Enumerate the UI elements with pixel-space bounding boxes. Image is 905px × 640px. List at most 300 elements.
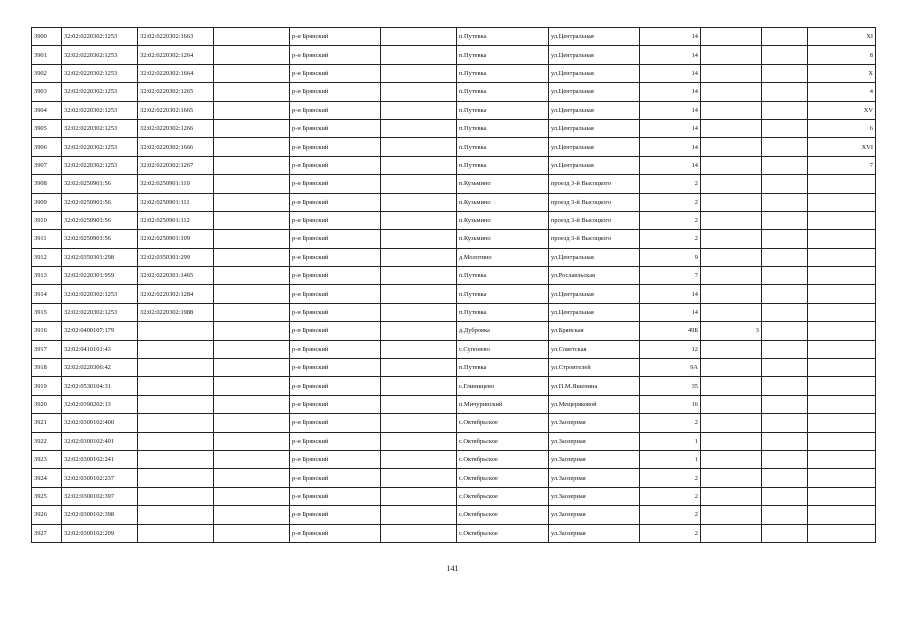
cadastral-number-cell: 32:02:0220302:1253 (62, 303, 138, 321)
empty-col-c-cell (762, 524, 808, 542)
settlement-cell: п.Путевка (457, 64, 549, 82)
building-number-cell (701, 230, 762, 248)
building-number-cell (701, 46, 762, 64)
house-number-cell: 2 (640, 230, 701, 248)
apartment-cell (808, 359, 876, 377)
row-number-cell: 3908 (32, 175, 62, 193)
house-number-cell: 2 (640, 469, 701, 487)
district-cell: р-н Брянский (290, 101, 381, 119)
street-cell: ул.Центральная (549, 46, 640, 64)
building-number-cell (701, 175, 762, 193)
empty-col-b-cell (381, 340, 457, 358)
street-cell: ул.Строителей (549, 359, 640, 377)
settlement-cell: с.Октябрьское (457, 524, 549, 542)
house-number-cell: 9 (640, 248, 701, 266)
empty-col-b-cell (381, 230, 457, 248)
apartment-cell: XVI (808, 138, 876, 156)
district-cell: р-н Брянский (290, 432, 381, 450)
sub-cadastral-number-cell: 32:02:0350301:299 (138, 248, 214, 266)
empty-col-b-cell (381, 101, 457, 119)
row-number-cell: 3919 (32, 377, 62, 395)
row-number-cell: 3922 (32, 432, 62, 450)
house-number-cell: 14 (640, 101, 701, 119)
table-row (32, 340, 876, 358)
empty-col-a-cell (214, 211, 290, 229)
table-row (32, 119, 876, 137)
row-number-cell: 3925 (32, 487, 62, 505)
empty-col-c-cell (762, 64, 808, 82)
table-row (32, 138, 876, 156)
building-number-cell: 3 (701, 322, 762, 340)
cadastral-number-cell: 32:02:0220302:1253 (62, 138, 138, 156)
settlement-cell: п.Кузьмино (457, 230, 549, 248)
table-row (32, 506, 876, 524)
cadastral-number-cell: 32:02:0250901:56 (62, 230, 138, 248)
street-cell: проезд 3-й Высоцкого (549, 230, 640, 248)
street-cell: ул.Центральная (549, 156, 640, 174)
house-number-cell: 14 (640, 156, 701, 174)
empty-col-a-cell (214, 175, 290, 193)
cadastral-number-cell: 32:02:0300102:398 (62, 506, 138, 524)
house-number-cell: 2 (640, 175, 701, 193)
apartment-cell (808, 506, 876, 524)
building-number-cell (701, 211, 762, 229)
settlement-cell: с.Супонево (457, 340, 549, 358)
building-number-cell (701, 248, 762, 266)
apartment-cell (808, 230, 876, 248)
building-number-cell (701, 524, 762, 542)
building-number-cell (701, 101, 762, 119)
empty-col-a-cell (214, 487, 290, 505)
sub-cadastral-number-cell (138, 524, 214, 542)
street-cell: проезд 3-й Высоцкого (549, 175, 640, 193)
empty-col-b-cell (381, 211, 457, 229)
page-number: 141 (446, 564, 459, 573)
house-number-cell: 9А (640, 359, 701, 377)
apartment-cell: 8 (808, 46, 876, 64)
empty-col-c-cell (762, 395, 808, 413)
settlement-cell: п.Путевка (457, 46, 549, 64)
building-number-cell (701, 414, 762, 432)
table-row (32, 156, 876, 174)
street-cell: ул.Центральная (549, 64, 640, 82)
empty-col-b-cell (381, 524, 457, 542)
row-number-cell: 3906 (32, 138, 62, 156)
cadastral-number-cell: 32:02:0300102:400 (62, 414, 138, 432)
row-number-cell: 3923 (32, 450, 62, 468)
table-row (32, 64, 876, 82)
row-number-cell: 3916 (32, 322, 62, 340)
cadastral-number-cell: 32:02:0250901:56 (62, 211, 138, 229)
settlement-cell: п.Мичуринский (457, 395, 549, 413)
apartment-cell (808, 414, 876, 432)
street-cell: ул.Заозерная (549, 469, 640, 487)
settlement-cell: с.Октябрьское (457, 450, 549, 468)
table-row (32, 101, 876, 119)
street-cell: ул.Заозерная (549, 432, 640, 450)
house-number-cell: 14 (640, 28, 701, 46)
sub-cadastral-number-cell (138, 340, 214, 358)
house-number-cell: 14 (640, 303, 701, 321)
apartment-cell: XV (808, 101, 876, 119)
district-cell: р-н Брянский (290, 248, 381, 266)
row-number-cell: 3904 (32, 101, 62, 119)
cadastral-number-cell: 32:02:0530104:31 (62, 377, 138, 395)
row-number-cell: 3900 (32, 28, 62, 46)
empty-col-c-cell (762, 267, 808, 285)
apartment-cell (808, 432, 876, 450)
sub-cadastral-number-cell (138, 506, 214, 524)
district-cell: р-н Брянский (290, 303, 381, 321)
house-number-cell: 16 (640, 395, 701, 413)
settlement-cell: п.Путевка (457, 156, 549, 174)
house-number-cell: 14 (640, 285, 701, 303)
empty-col-a-cell (214, 28, 290, 46)
district-cell: р-н Брянский (290, 322, 381, 340)
house-number-cell: 14 (640, 138, 701, 156)
sub-cadastral-number-cell (138, 469, 214, 487)
row-number-cell: 3902 (32, 64, 62, 82)
empty-col-c-cell (762, 432, 808, 450)
empty-col-c-cell (762, 248, 808, 266)
row-number-cell: 3915 (32, 303, 62, 321)
apartment-cell (808, 175, 876, 193)
sub-cadastral-number-cell: 32:02:0220302:1663 (138, 28, 214, 46)
district-cell: р-н Брянский (290, 506, 381, 524)
empty-col-c-cell (762, 487, 808, 505)
empty-col-c-cell (762, 211, 808, 229)
empty-col-c-cell (762, 101, 808, 119)
settlement-cell: с.Октябрьское (457, 487, 549, 505)
cadastral-number-cell: 32:02:0400107:179 (62, 322, 138, 340)
street-cell: ул.Центральная (549, 303, 640, 321)
house-number-cell: 2 (640, 193, 701, 211)
table-row (32, 303, 876, 321)
street-cell: ул.Центральная (549, 83, 640, 101)
settlement-cell: с.Октябрьское (457, 414, 549, 432)
sub-cadastral-number-cell: 32:02:0220302:1265 (138, 83, 214, 101)
apartment-cell (808, 524, 876, 542)
house-number-cell: 2 (640, 506, 701, 524)
empty-col-b-cell (381, 487, 457, 505)
settlement-cell: п.Путевка (457, 83, 549, 101)
district-cell: р-н Брянский (290, 138, 381, 156)
house-number-cell: 2 (640, 524, 701, 542)
empty-col-a-cell (214, 119, 290, 137)
house-number-cell: 14 (640, 64, 701, 82)
row-number-cell: 3910 (32, 211, 62, 229)
district-cell: р-н Брянский (290, 469, 381, 487)
table-row (32, 193, 876, 211)
settlement-cell: с.Глинищево (457, 377, 549, 395)
empty-col-b-cell (381, 64, 457, 82)
empty-col-b-cell (381, 175, 457, 193)
empty-col-c-cell (762, 175, 808, 193)
empty-col-b-cell (381, 506, 457, 524)
building-number-cell (701, 487, 762, 505)
building-number-cell (701, 28, 762, 46)
table-row (32, 322, 876, 340)
row-number-cell: 3924 (32, 469, 62, 487)
settlement-cell: п.Путевка (457, 138, 549, 156)
row-number-cell: 3920 (32, 395, 62, 413)
apartment-cell (808, 487, 876, 505)
empty-col-c-cell (762, 285, 808, 303)
house-number-cell: 12 (640, 340, 701, 358)
empty-col-c-cell (762, 414, 808, 432)
house-number-cell: 14 (640, 119, 701, 137)
street-cell: ул.П.М.Яшенина (549, 377, 640, 395)
table-row (32, 524, 876, 542)
sub-cadastral-number-cell: 32:02:0220302:1266 (138, 119, 214, 137)
sub-cadastral-number-cell (138, 395, 214, 413)
district-cell: р-н Брянский (290, 395, 381, 413)
empty-col-a-cell (214, 248, 290, 266)
street-cell: проезд 3-й Высоцкого (549, 211, 640, 229)
street-cell: ул.Мещеряковой (549, 395, 640, 413)
district-cell: р-н Брянский (290, 524, 381, 542)
sub-cadastral-number-cell: 32:02:0220302:1284 (138, 285, 214, 303)
row-number-cell: 3927 (32, 524, 62, 542)
district-cell: р-н Брянский (290, 487, 381, 505)
apartment-cell (808, 248, 876, 266)
street-cell: ул.Центральная (549, 285, 640, 303)
settlement-cell: д.Дубровка (457, 322, 549, 340)
table-row (32, 414, 876, 432)
settlement-cell: с.Октябрьское (457, 432, 549, 450)
sub-cadastral-number-cell (138, 414, 214, 432)
cadastral-number-cell: 32:02:0350301:298 (62, 248, 138, 266)
sub-cadastral-number-cell: 32:02:0220301:1465 (138, 267, 214, 285)
building-number-cell (701, 193, 762, 211)
apartment-cell (808, 267, 876, 285)
empty-col-a-cell (214, 340, 290, 358)
building-number-cell (701, 377, 762, 395)
empty-col-b-cell (381, 359, 457, 377)
street-cell: ул.Советская (549, 340, 640, 358)
street-cell: ул.Центральная (549, 138, 640, 156)
house-number-cell: 14 (640, 46, 701, 64)
empty-col-b-cell (381, 303, 457, 321)
empty-col-c-cell (762, 46, 808, 64)
empty-col-b-cell (381, 450, 457, 468)
house-number-cell: 1 (640, 450, 701, 468)
building-number-cell (701, 138, 762, 156)
street-cell: ул.Брянская (549, 322, 640, 340)
district-cell: р-н Брянский (290, 414, 381, 432)
empty-col-a-cell (214, 303, 290, 321)
district-cell: р-н Брянский (290, 450, 381, 468)
empty-col-c-cell (762, 359, 808, 377)
building-number-cell (701, 359, 762, 377)
house-number-cell: 7 (640, 267, 701, 285)
empty-col-b-cell (381, 469, 457, 487)
apartment-cell (808, 469, 876, 487)
street-cell: ул.Рославльская (549, 267, 640, 285)
sub-cadastral-number-cell (138, 487, 214, 505)
house-number-cell: 1 (640, 432, 701, 450)
settlement-cell: п.Кузьмино (457, 211, 549, 229)
sub-cadastral-number-cell: 32:02:0220302:1666 (138, 138, 214, 156)
empty-col-b-cell (381, 267, 457, 285)
apartment-cell (808, 377, 876, 395)
empty-col-b-cell (381, 193, 457, 211)
street-cell: ул.Заозерная (549, 506, 640, 524)
cadastral-number-cell: 32:02:0300102:241 (62, 450, 138, 468)
table-row (32, 267, 876, 285)
table-row (32, 248, 876, 266)
apartment-cell: 4 (808, 83, 876, 101)
register-table (31, 27, 876, 543)
sub-cadastral-number-cell: 32:02:0250901:109 (138, 230, 214, 248)
empty-col-b-cell (381, 46, 457, 64)
apartment-cell: XI (808, 28, 876, 46)
empty-col-c-cell (762, 83, 808, 101)
apartment-cell (808, 395, 876, 413)
apartment-cell: 6 (808, 119, 876, 137)
apartment-cell (808, 450, 876, 468)
district-cell: р-н Брянский (290, 340, 381, 358)
cadastral-number-cell: 32:02:0220302:1253 (62, 285, 138, 303)
empty-col-a-cell (214, 267, 290, 285)
settlement-cell: п.Путевка (457, 359, 549, 377)
street-cell: ул.Центральная (549, 28, 640, 46)
empty-col-a-cell (214, 359, 290, 377)
empty-col-a-cell (214, 101, 290, 119)
row-number-cell: 3912 (32, 248, 62, 266)
row-number-cell: 3918 (32, 359, 62, 377)
empty-col-a-cell (214, 395, 290, 413)
cadastral-number-cell: 32:02:0220306:42 (62, 359, 138, 377)
settlement-cell: д.Молотино (457, 248, 549, 266)
building-number-cell (701, 156, 762, 174)
empty-col-a-cell (214, 414, 290, 432)
house-number-cell: 2 (640, 414, 701, 432)
empty-col-a-cell (214, 377, 290, 395)
street-cell: ул.Центральная (549, 101, 640, 119)
building-number-cell (701, 469, 762, 487)
table-row (32, 395, 876, 413)
apartment-cell (808, 285, 876, 303)
district-cell: р-н Брянский (290, 377, 381, 395)
table-row (32, 377, 876, 395)
district-cell: р-н Брянский (290, 267, 381, 285)
row-number-cell: 3909 (32, 193, 62, 211)
sub-cadastral-number-cell (138, 359, 214, 377)
table-row (32, 487, 876, 505)
empty-col-b-cell (381, 138, 457, 156)
cadastral-number-cell: 32:02:0220302:1253 (62, 101, 138, 119)
empty-col-b-cell (381, 432, 457, 450)
sub-cadastral-number-cell (138, 432, 214, 450)
street-cell: проезд 3-й Высоцкого (549, 193, 640, 211)
table-row (32, 83, 876, 101)
cadastral-number-cell: 32:02:0220302:1253 (62, 64, 138, 82)
building-number-cell (701, 303, 762, 321)
apartment-cell (808, 340, 876, 358)
empty-col-c-cell (762, 340, 808, 358)
settlement-cell: п.Путевка (457, 267, 549, 285)
sub-cadastral-number-cell: 32:02:0220302:1665 (138, 101, 214, 119)
row-number-cell: 3917 (32, 340, 62, 358)
sub-cadastral-number-cell: 32:02:0250901:112 (138, 211, 214, 229)
empty-col-a-cell (214, 230, 290, 248)
table-row (32, 175, 876, 193)
empty-col-b-cell (381, 377, 457, 395)
empty-col-b-cell (381, 28, 457, 46)
district-cell: р-н Брянский (290, 211, 381, 229)
apartment-cell: 7 (808, 156, 876, 174)
building-number-cell (701, 340, 762, 358)
table-row (32, 450, 876, 468)
empty-col-a-cell (214, 64, 290, 82)
settlement-cell: с.Октябрьское (457, 469, 549, 487)
empty-col-b-cell (381, 395, 457, 413)
table-row (32, 211, 876, 229)
empty-col-c-cell (762, 28, 808, 46)
empty-col-b-cell (381, 322, 457, 340)
empty-col-a-cell (214, 469, 290, 487)
sub-cadastral-number-cell: 32:02:0220302:1664 (138, 64, 214, 82)
settlement-cell: п.Путевка (457, 285, 549, 303)
row-number-cell: 3905 (32, 119, 62, 137)
empty-col-b-cell (381, 156, 457, 174)
empty-col-c-cell (762, 303, 808, 321)
row-number-cell: 3911 (32, 230, 62, 248)
street-cell: ул.Заозерная (549, 414, 640, 432)
house-number-cell: 49Б (640, 322, 701, 340)
table-row (32, 469, 876, 487)
settlement-cell: п.Кузьмино (457, 193, 549, 211)
building-number-cell (701, 506, 762, 524)
empty-col-a-cell (214, 285, 290, 303)
street-cell: ул.Центральная (549, 248, 640, 266)
empty-col-c-cell (762, 156, 808, 174)
cadastral-number-cell: 32:02:0250901:56 (62, 175, 138, 193)
table-row (32, 28, 876, 46)
cadastral-number-cell: 32:02:0300102:237 (62, 469, 138, 487)
table-row (32, 359, 876, 377)
building-number-cell (701, 267, 762, 285)
building-number-cell (701, 432, 762, 450)
sub-cadastral-number-cell: 32:02:0250901:111 (138, 193, 214, 211)
empty-col-b-cell (381, 248, 457, 266)
empty-col-b-cell (381, 285, 457, 303)
empty-col-a-cell (214, 156, 290, 174)
cadastral-number-cell: 32:02:0220302:1253 (62, 83, 138, 101)
empty-col-a-cell (214, 138, 290, 156)
building-number-cell (701, 450, 762, 468)
empty-col-c-cell (762, 138, 808, 156)
district-cell: р-н Брянский (290, 359, 381, 377)
row-number-cell: 3907 (32, 156, 62, 174)
settlement-cell: п.Кузьмино (457, 175, 549, 193)
empty-col-a-cell (214, 193, 290, 211)
empty-col-c-cell (762, 322, 808, 340)
house-number-cell: 35 (640, 377, 701, 395)
empty-col-a-cell (214, 524, 290, 542)
house-number-cell: 14 (640, 83, 701, 101)
table-row (32, 46, 876, 64)
settlement-cell: с.Октябрьское (457, 506, 549, 524)
cadastral-number-cell: 32:02:0220302:1253 (62, 156, 138, 174)
cadastral-number-cell: 32:02:0220301:959 (62, 267, 138, 285)
empty-col-c-cell (762, 193, 808, 211)
sub-cadastral-number-cell: 32:02:0220302:1264 (138, 46, 214, 64)
row-number-cell: 3926 (32, 506, 62, 524)
apartment-cell (808, 193, 876, 211)
empty-col-b-cell (381, 83, 457, 101)
